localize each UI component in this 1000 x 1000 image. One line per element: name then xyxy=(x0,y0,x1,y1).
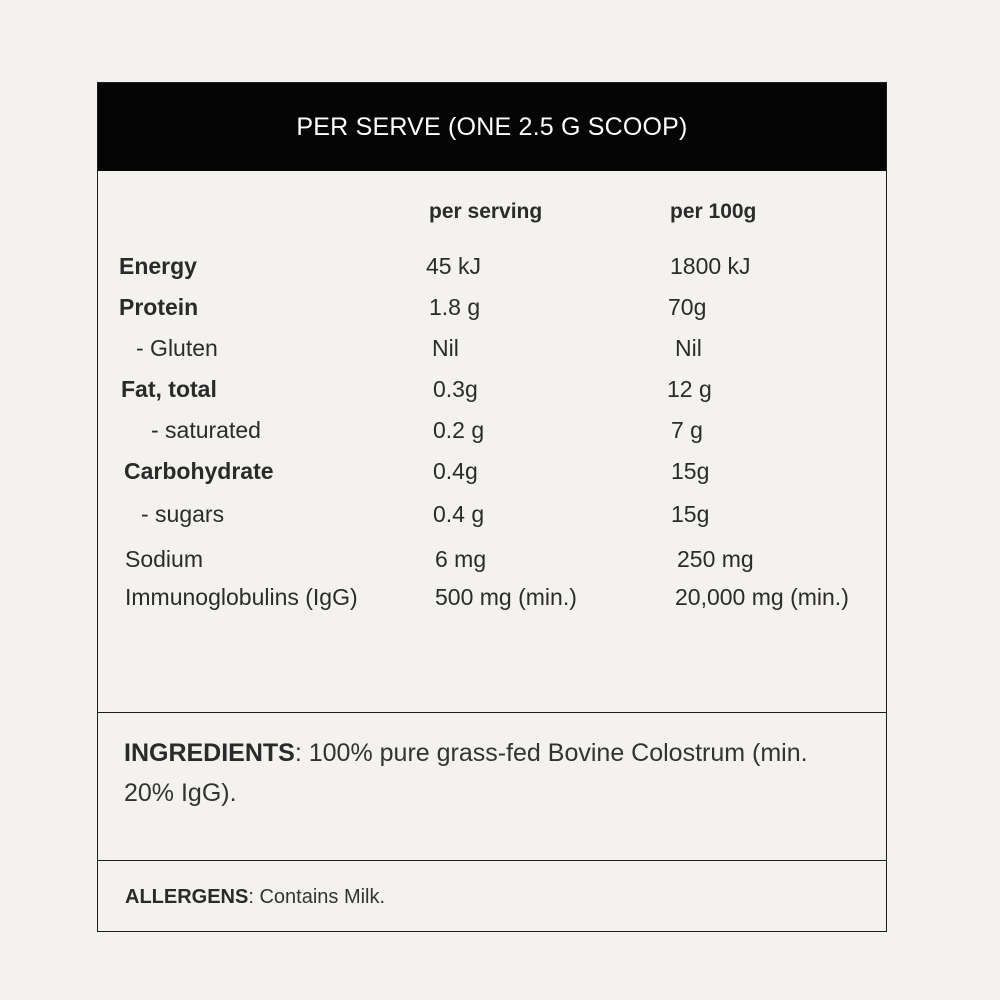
row-value-saturated-100g: 7 g xyxy=(671,417,703,443)
allergens-text: : Contains Milk. xyxy=(248,886,386,908)
row-value-gluten-100g: Nil xyxy=(675,335,702,361)
row-value-sodium-serving: 6 mg xyxy=(435,546,487,572)
row-value-protein-100g: 70g xyxy=(668,294,707,320)
row-label-protein: Protein xyxy=(119,294,199,320)
ingredients-section xyxy=(124,733,864,813)
row-label-gluten: - Gluten xyxy=(136,335,218,361)
column-header-per-serving: per serving xyxy=(429,200,543,223)
row-value-carbohydrate-serving: 0.4g xyxy=(433,458,478,484)
column-header-per-100g: per 100g xyxy=(670,200,757,223)
row-value-saturated-serving: 0.2 g xyxy=(433,417,485,443)
row-label-saturated: - saturated xyxy=(151,417,261,443)
row-value-sodium-100g: 250 mg xyxy=(677,546,754,572)
nutrition-panel xyxy=(97,82,887,932)
row-value-sugars-serving: 0.4 g xyxy=(433,501,485,527)
row-label-sodium: Sodium xyxy=(125,546,203,572)
row-value-gluten-serving: Nil xyxy=(432,335,459,361)
row-value-carbohydrate-100g: 15g xyxy=(671,458,710,484)
allergens-label: ALLERGENS xyxy=(125,886,249,908)
ingredients-text: : 100% pure grass-fed Bovine Colostrum (min. 20% IgG). xyxy=(124,739,808,807)
row-label-sugars: - sugars xyxy=(141,501,225,527)
row-value-energy-serving: 45 kJ xyxy=(426,253,481,279)
row-value-fat-100g: 12 g xyxy=(667,376,712,402)
allergens-section xyxy=(125,886,385,909)
row-value-sugars-100g: 15g xyxy=(671,501,710,527)
header-title: PER SERVE (ONE 2.5 G SCOOP) xyxy=(296,112,688,141)
row-value-protein-serving: 1.8 g xyxy=(429,294,481,320)
panel-header xyxy=(98,83,886,171)
divider-allergens xyxy=(98,860,886,861)
row-value-immunoglobulins-100g: 20,000 mg (min.) xyxy=(675,584,849,610)
row-label-immunoglobulins: Immunoglobulins (IgG) xyxy=(125,584,358,610)
row-value-fat-serving: 0.3g xyxy=(433,376,478,402)
row-value-energy-100g: 1800 kJ xyxy=(670,253,751,279)
divider-ingredients xyxy=(98,712,886,713)
row-label-fat-total: Fat, total xyxy=(121,376,217,402)
row-label-carbohydrate: Carbohydrate xyxy=(124,458,274,484)
row-value-immunoglobulins-serving: 500 mg (min.) xyxy=(435,584,577,610)
row-label-energy: Energy xyxy=(119,253,197,279)
ingredients-label: INGREDIENTS xyxy=(124,739,295,767)
